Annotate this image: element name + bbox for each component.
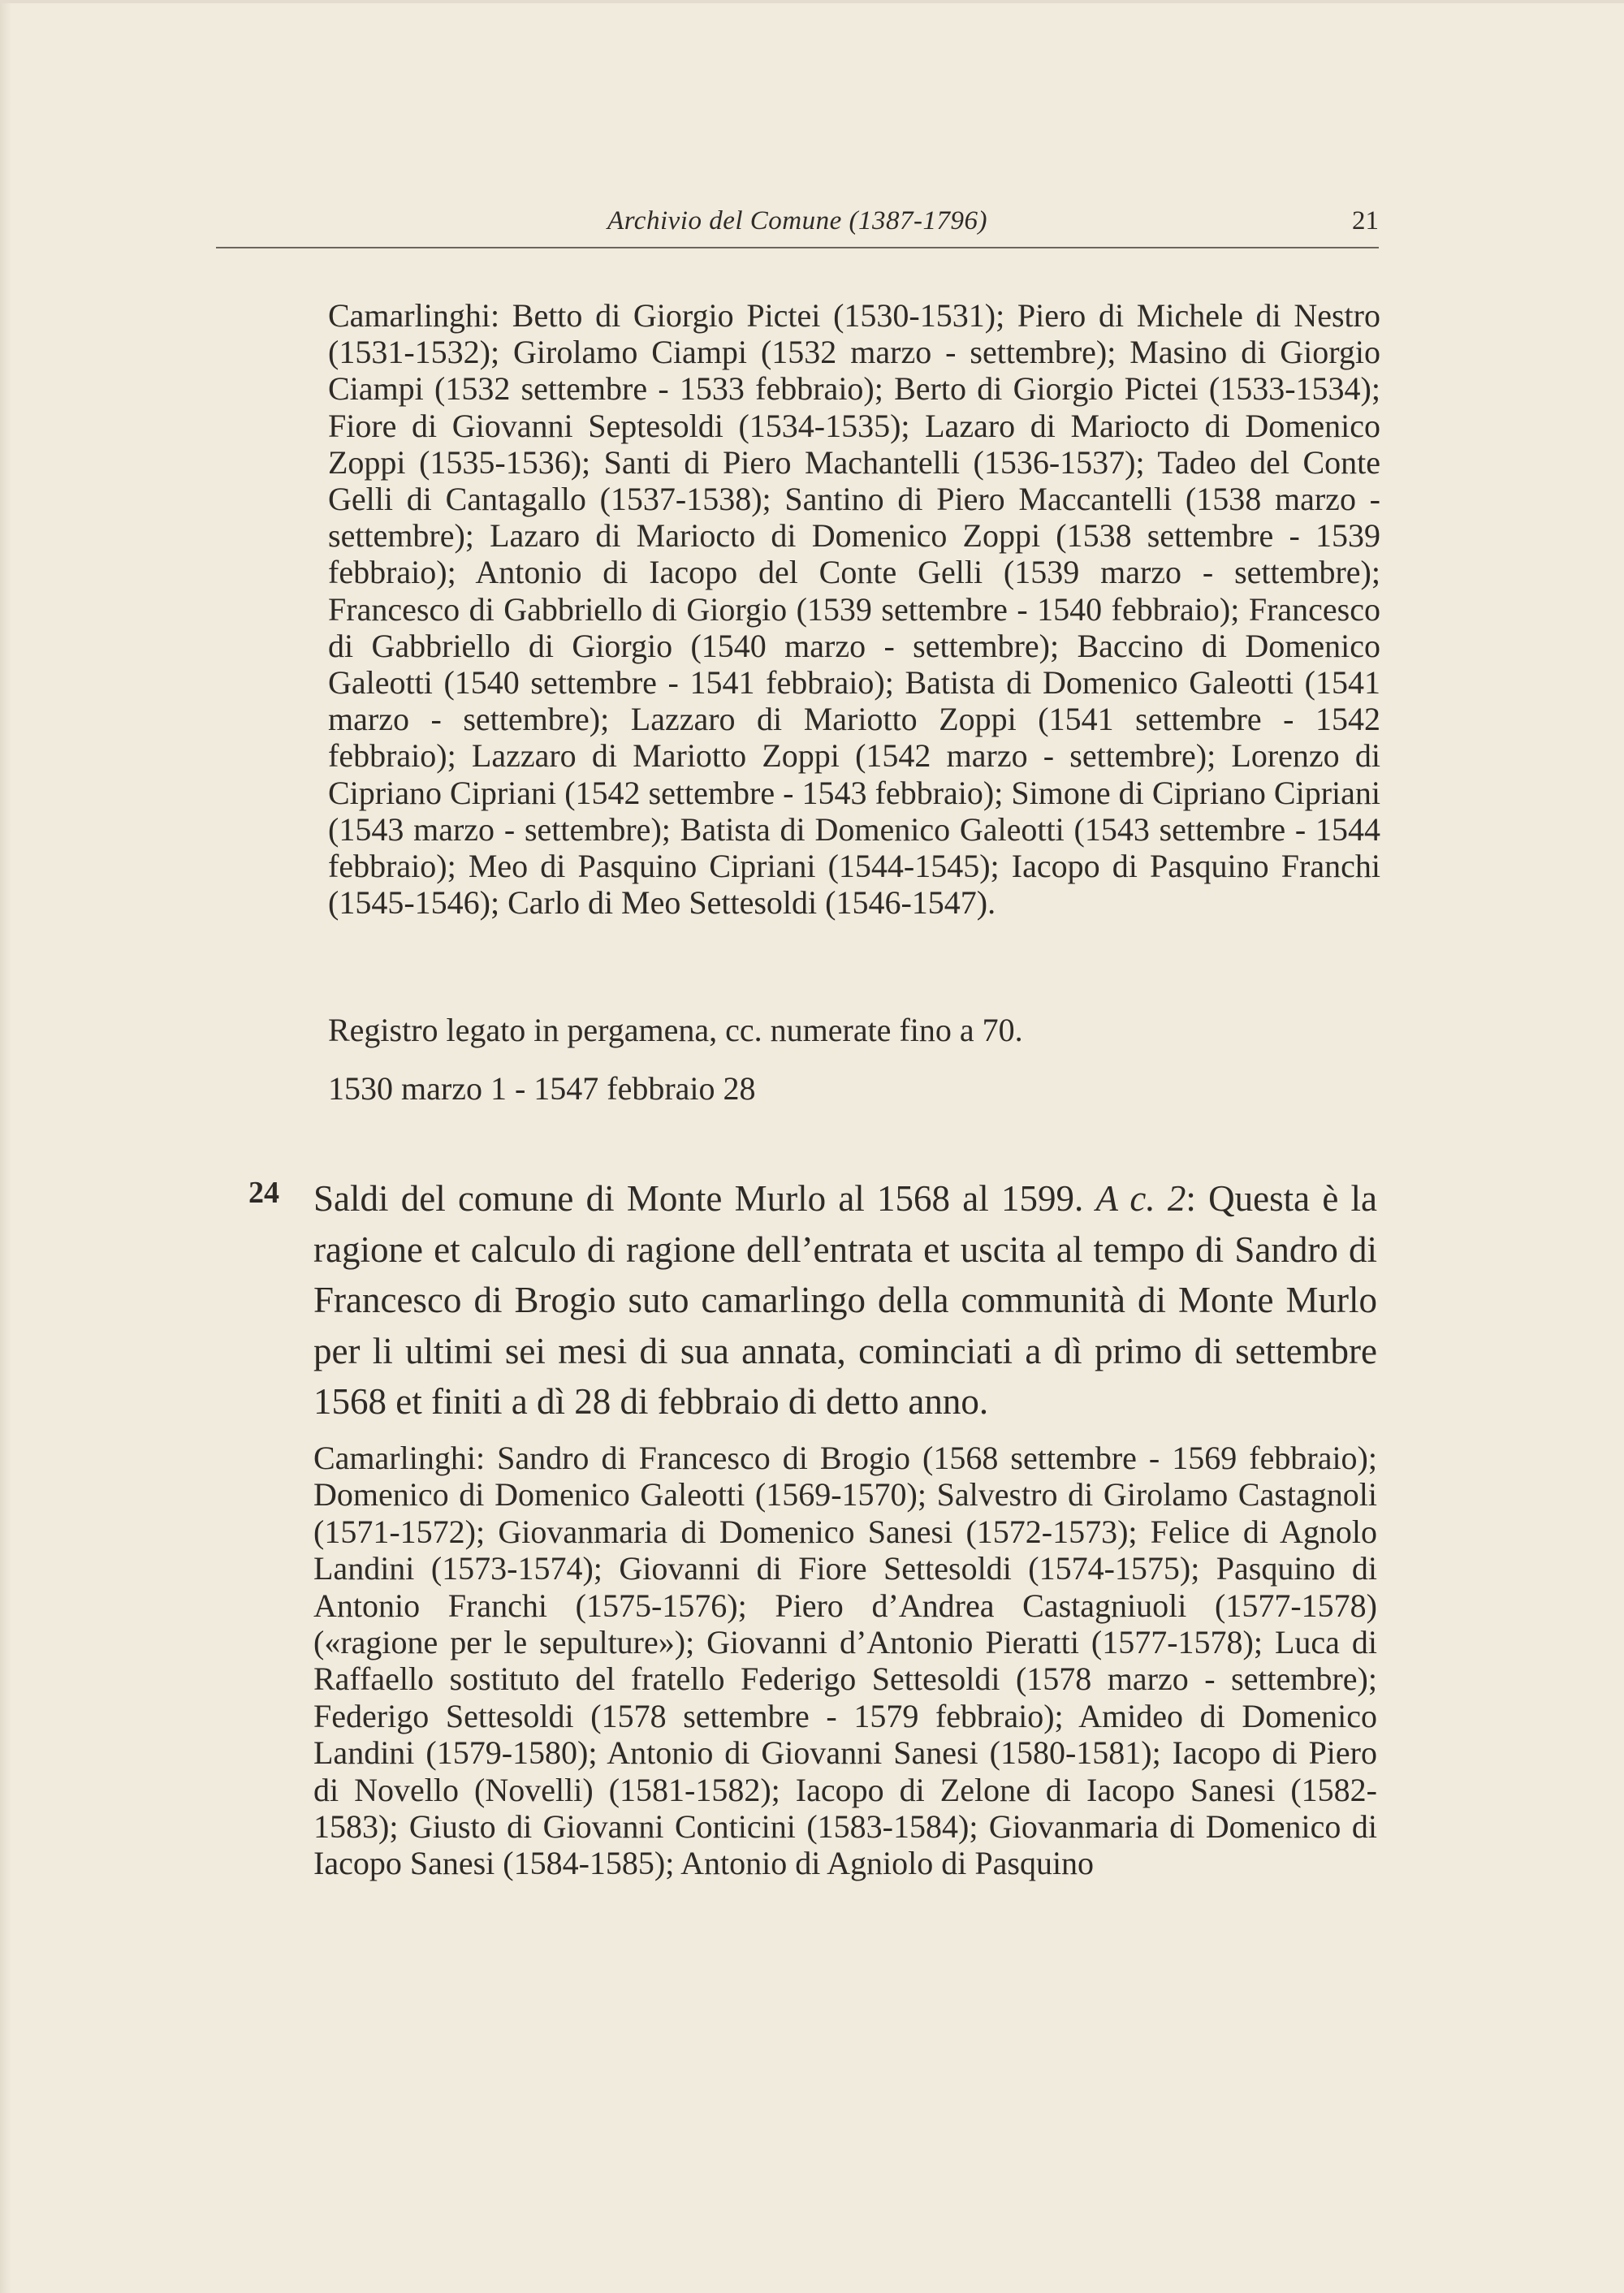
page-top-edge (0, 0, 1624, 3)
entry-title: Saldi del comune di Monte Murlo al 1568 al 1599. (313, 1178, 1084, 1219)
entry-quote: Questa è la ragione et calculo di ragione dell’entrata et uscita al tempo di Sandro di Francesco di Brogio suto camarlingo della communità di Monte Murlo per li ultimi sei mesi di sua annata, cominciati a dì primo di settembre 1568 et finiti a dì 28 di febbraio di detto anno. (313, 1178, 1378, 1422)
registro-description: Registro legato in pergamena, cc. numerate fino a 70. (328, 1012, 1023, 1048)
running-title: Archivio del Comune (1387-1796) (607, 206, 987, 235)
entry-reference-colon: : (1186, 1178, 1196, 1219)
camarlinghi-list-1530-1547: Camarlinghi: Betto di Giorgio Pictei (1530-1531); Piero di Michele di Nestro (1531-1532); Girolamo Ciampi (1532 marzo - settembre); Masino di Giorgio Ciampi (1532 settembre - 1533 febbraio); Berto di Giorgio Pictei (1533-1534); Fiore di Giovanni Septesoldi (1534-1535); Lazaro di Mariocto di Domenico Zoppi (1535-1536); Santi di Piero Machantelli (1536-1537); Tadeo del Conte Gelli di Cantagallo (1537-1538); Santino di Piero Maccantelli (1538 marzo - settembre); Lazaro di Mariocto di Domenico Zoppi (1538 settembre - 1539 febbraio); Antonio di Iacopo del Conte Gelli (1539 marzo - settembre); Francesco di Gabbriello di Giorgio (1539 settembre - 1540 febbraio); Francesco di Gabbriello di Giorgio (1540 marzo - settembre); Baccino di Domenico Galeotti (1540 settembre - 1541 febbraio); Batista di Domenico Galeotti (1541 marzo - settembre); Lazzaro di Mariotto Zoppi (1541 settembre - 1542 febbraio); Lazzaro di Mariotto Zoppi (1542 marzo - settembre); Lorenzo di Cipriano Cipriani (1542 settembre - 1543 febbraio); Simone di Cipriano Cipriani (1543 marzo - settembre); Batista di Domenico Galeotti (1543 settembre - 1544 febbraio); Meo di Pasquino Cipriani (1544-1545); Iacopo di Pasquino Franchi (1545-1546); Carlo di Meo Settesoldi (1546-1547). (328, 297, 1380, 922)
entry-title-paragraph (313, 1173, 1377, 1427)
date-range: 1530 marzo 1 - 1547 febbraio 28 (328, 1070, 756, 1107)
page-number: 21 (1352, 206, 1379, 235)
entry-number: 24 (248, 1176, 279, 1210)
page-edge-shadow (0, 0, 11, 2293)
running-head (216, 201, 1379, 248)
entry-reference: A c. 2 (1095, 1178, 1186, 1219)
camarlinghi-list-1568-1585: Camarlinghi: Sandro di Francesco di Brogio (1568 settembre - 1569 febbraio); Domenico di Domenico Galeotti (1569-1570); Salvestro di Girolamo Castagnoli (1571-1572); Giovanmaria di Domenico Sanesi (1572-1573); Felice di Agnolo Landini (1573-1574); Giovanni di Fiore Settesoldi (1574-1575); Pasquino di Antonio Franchi (1575-1576); Piero d’Andrea Castagniuoli (1577-1578) («ragione per le sepulture»); Giovanni d’Antonio Pieratti (1577-1578); Luca di Raffaello sostituto del fratello Federigo Settesoldi (1578 marzo - settembre); Federigo Settesoldi (1578 settembre - 1579 febbraio); Amideo di Domenico Landini (1579-1580); Antonio di Giovanni Sanesi (1580-1581); Iacopo di Piero di Novello (Novelli) (1581-1582); Iacopo di Zelone di Iacopo Sanesi (1582-1583); Giusto di Giovanni Conticini (1583-1584); Giovanmaria di Domenico di Iacopo Sanesi (1584-1585); Antonio di Agniolo di Pasquino (313, 1440, 1377, 1882)
